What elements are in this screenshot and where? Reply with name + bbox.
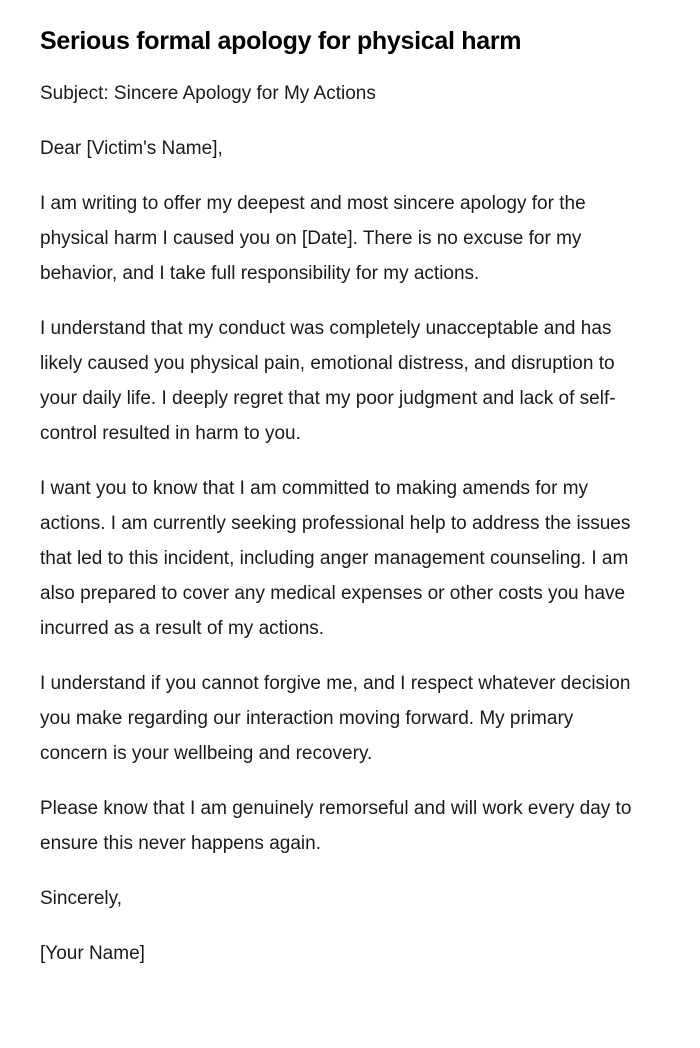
- page-title: Serious formal apology for physical harm: [40, 27, 522, 55]
- letter-paragraph-5: Please know that I am genuinely remorseful and will work every day to ensure this never happens again.: [40, 798, 632, 854]
- letter-paragraph-1: I am writing to offer my deepest and most sincere apology for the physical harm I caused you on [Date]. There is no excuse for my behavior, and I take full responsibility for my actions.: [40, 193, 586, 284]
- letter-signature: [Your Name]: [40, 943, 145, 964]
- letter-subject: Subject: Sincere Apology for My Actions: [40, 83, 376, 104]
- letter-paragraph-4: I understand if you cannot forgive me, and I respect whatever decision you make regarding our interaction moving forward. My primary concern is your wellbeing and recovery.: [40, 673, 631, 764]
- letter-closing: Sincerely,: [40, 888, 123, 909]
- letter-paragraph-2: I understand that my conduct was completely unacceptable and has likely caused you physical pain, emotional distress, and disruption to your daily life. I deeply regret that my poor judgment and lack of self-control resulted in harm to you.: [40, 318, 616, 444]
- letter-paragraph-3: I want you to know that I am committed to making amends for my actions. I am currently seeking professional help to address the issues that led to this incident, including anger management counseling. I am also prepared to cover any medical expenses or other costs you have incurred as a result of my actions.: [40, 478, 631, 639]
- letter-salutation: Dear [Victim's Name],: [40, 138, 223, 159]
